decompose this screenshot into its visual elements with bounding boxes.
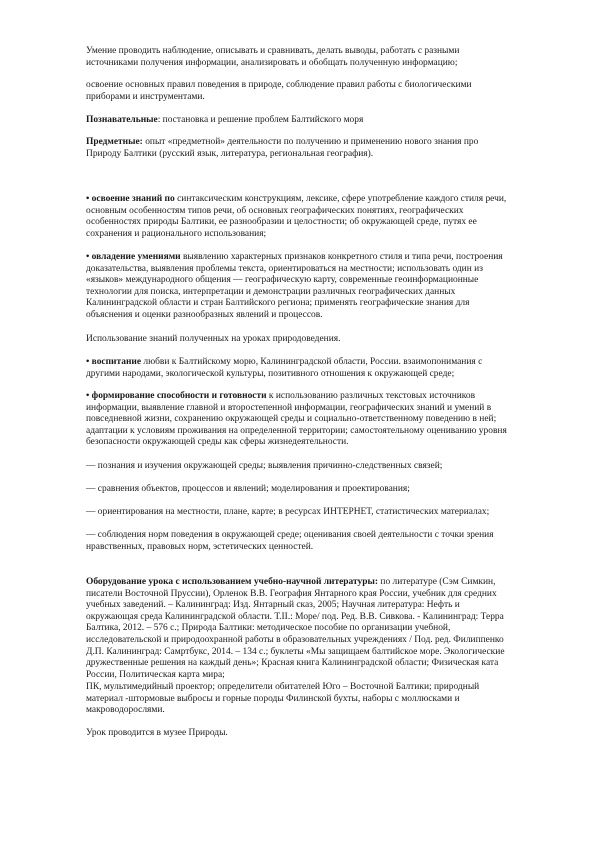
text-run: писатели Восточной Пруссии), Орленок В.В. География Янтарного края России, учебник для средних (86, 588, 497, 599)
text-run: технологии для поиска, интерпретации и демонстрации различных географических данных (86, 286, 456, 297)
text-run: основным особенностям типов речи, об основных географических понятиях, географических (86, 205, 464, 216)
text-line (86, 542, 556, 554)
text-run: информации, выявление главной и второстепенной информации, географических знаний и умений в (86, 402, 492, 413)
text-line (86, 217, 556, 229)
text-line (86, 461, 556, 473)
bold-run: • овладение умениями (86, 252, 181, 262)
text-run: Использование знаний полученных на уроках природоведения. (86, 334, 341, 344)
bullet-ability (86, 391, 556, 449)
bold-run: Предметные: (86, 137, 143, 147)
text-line (86, 334, 556, 346)
text-line (86, 635, 556, 647)
text-line (86, 577, 556, 589)
bullet-upbringing (86, 357, 556, 380)
dash-item-orientation (86, 507, 556, 519)
text-run: сохранения и рационального использования; (86, 228, 267, 239)
dash-item-comparison (86, 484, 556, 496)
text-run: России, Политическая карта мира; (86, 669, 225, 680)
text-run: — сравнения объектов, процессов и явлений; моделирования и проектирования; (86, 484, 410, 494)
bullet-skills (86, 252, 556, 322)
text-line (86, 670, 556, 682)
text-run: — соблюдения норм поведения в окружающей среде; оценивания своей деятельности с точки зрения (86, 530, 494, 540)
text-line (86, 589, 556, 601)
text-run: другими народами, экологической культуры, позитивного отношения к окружающей среде; (86, 368, 455, 379)
text-line (86, 426, 556, 438)
text-line (86, 137, 556, 149)
dash-item-norms (86, 530, 556, 553)
text-line (86, 600, 556, 612)
text-run: источниками получения информации, анализировать и обобщать полученную информацию; (86, 57, 458, 68)
text-run: Умение проводить наблюдение, описывать и сравнивать, делать выводы, работать с разными (86, 46, 460, 56)
text-line (86, 507, 556, 519)
text-line (86, 194, 556, 206)
text-run: доказательства, выявления проблемы текста, ориентироваться на местности; использовать один из (86, 263, 483, 274)
text-line (86, 46, 556, 58)
paragraph-nature-lessons (86, 334, 556, 346)
text-run: повседневной жизни, сохранению окружающей среды и социально-ответственному поведению в ней; (86, 414, 497, 425)
text-line (86, 647, 556, 659)
text-run: к использованию различных текстовых источников (266, 391, 476, 401)
text-run: выявлению характерных признаков конкретного стиля и типа речи, построения (180, 252, 503, 262)
bold-run: • освоение знаний по (86, 194, 175, 204)
text-run: особенностях природы Балтики, ее разнообразии и целостности; об окружающей среде, путях ее (86, 217, 477, 228)
bullet-knowledge (86, 194, 556, 240)
dash-item-knowledge (86, 461, 556, 473)
paragraph-location (86, 728, 556, 740)
text-line (86, 623, 556, 635)
text-run: синтаксическим конструкциям, лексике, сфере употребление каждого стиля речи, (174, 194, 507, 204)
text-line (86, 682, 556, 694)
text-run: Природу Балтики (русский язык, литература, региональная география). (86, 148, 374, 159)
text-run: нравственных, правовых норм, эстетических ценностей. (86, 541, 314, 552)
text-run: Урок проводится в музее Природы. (86, 728, 228, 738)
text-run: освоение основных правил поведения в природе, соблюдение правил работы с биологическими (86, 80, 472, 90)
paragraph-cognitive (86, 115, 556, 127)
text-run: окружающая среда Калининградской области. Т.II.: Море/ под. Ред. В.В. Сивкова. - Калининград: Терра (86, 611, 504, 622)
text-run: учебных заведений. – Калининград: Изд. Янтарный сказ, 2005; Научная литература: Нефть и (86, 600, 460, 611)
text-run: безопасности окружающей среды как сферы жизнедеятельности. (86, 437, 349, 448)
text-line (86, 92, 556, 104)
text-line (86, 229, 556, 241)
text-line (86, 357, 556, 369)
text-run: Балтика, 2012. – 576 с.; Природа Балтики: методическое пособие по организации учебной, (86, 623, 451, 634)
paragraph-subject (86, 137, 556, 160)
text-line (86, 658, 556, 670)
text-line (86, 149, 556, 161)
paragraph-skills (86, 46, 556, 69)
text-run: — познания и изучения окружающей среды; выявления причинно-следственных связей; (86, 461, 443, 471)
text-line (86, 58, 556, 70)
text-line (86, 264, 556, 276)
text-line (86, 310, 556, 322)
bold-run: • воспитание (86, 357, 142, 367)
text-line (86, 275, 556, 287)
text-run: Д.П. Калининград: Самртбукс, 2014. – 134 с.; буклеты «Мы защищаем балтийское море. Экологические (86, 646, 505, 657)
text-run: исследовательской и природоохранной работы в образовательных учреждениях / Под. ред. Филиппенко (86, 634, 504, 645)
text-run: приборами и инструментами. (86, 91, 205, 102)
text-line (86, 206, 556, 218)
bold-run: Познавательные (86, 115, 158, 125)
text-line (86, 391, 556, 403)
text-line (86, 287, 556, 299)
text-run: «языков» международного общения — географическую карту, современные геоинформационные (86, 275, 479, 286)
paragraph-hardware (86, 682, 556, 717)
text-line (86, 252, 556, 264)
text-run: опыт «предметной» деятельности по получению и применению нового знания про (142, 137, 479, 147)
text-line (86, 484, 556, 496)
text-run: макроводорослями. (86, 705, 165, 716)
text-line (86, 369, 556, 381)
text-run: дружественные решения на каждый день»; Красная книга Калининградской области; Физическая ката (86, 658, 499, 669)
text-line (86, 80, 556, 92)
text-line (86, 437, 556, 449)
bold-run: • формирование способности и готовности (86, 391, 267, 401)
text-run: любви к Балтийскому морю, Калининградской области, России. взаимопонимания с (141, 357, 483, 367)
text-line (86, 612, 556, 624)
text-line (86, 728, 556, 740)
text-line (86, 705, 556, 717)
text-line (86, 115, 556, 127)
text-run: объяснения и оценки разнообразных явлений и процессов. (86, 309, 323, 320)
paragraph-rules (86, 80, 556, 103)
text-line (86, 694, 556, 706)
text-run: по литературе (Сэм Симкин, (378, 577, 496, 587)
text-run: Калининградской области и стран Балтийского региона; применять географические знания для (86, 298, 470, 309)
text-line (86, 530, 556, 542)
text-run: адаптации к условиям проживания на определенной территории; самостоятельному оцениванию уровня (86, 425, 507, 436)
text-line (86, 298, 556, 310)
text-run: материал -штормовые выбросы и горные породы Филинской бухты, наборы с моллюсками и (86, 693, 460, 704)
text-run: — ориентирования на местности, плане, карте; в ресурсах ИНТЕРНЕТ, статистических материалах; (86, 507, 490, 517)
paragraph-equipment (86, 577, 556, 681)
text-line (86, 414, 556, 426)
text-run: ПК, мультимедийный проектор; определители обитателей Юго – Восточной Балтики; природный (86, 682, 480, 692)
text-line (86, 403, 556, 415)
text-run: : постановка и решение проблем Балтийского моря (157, 115, 364, 125)
bold-run: Оборудование урока с использованием учебно-научной литературы: (86, 577, 379, 587)
